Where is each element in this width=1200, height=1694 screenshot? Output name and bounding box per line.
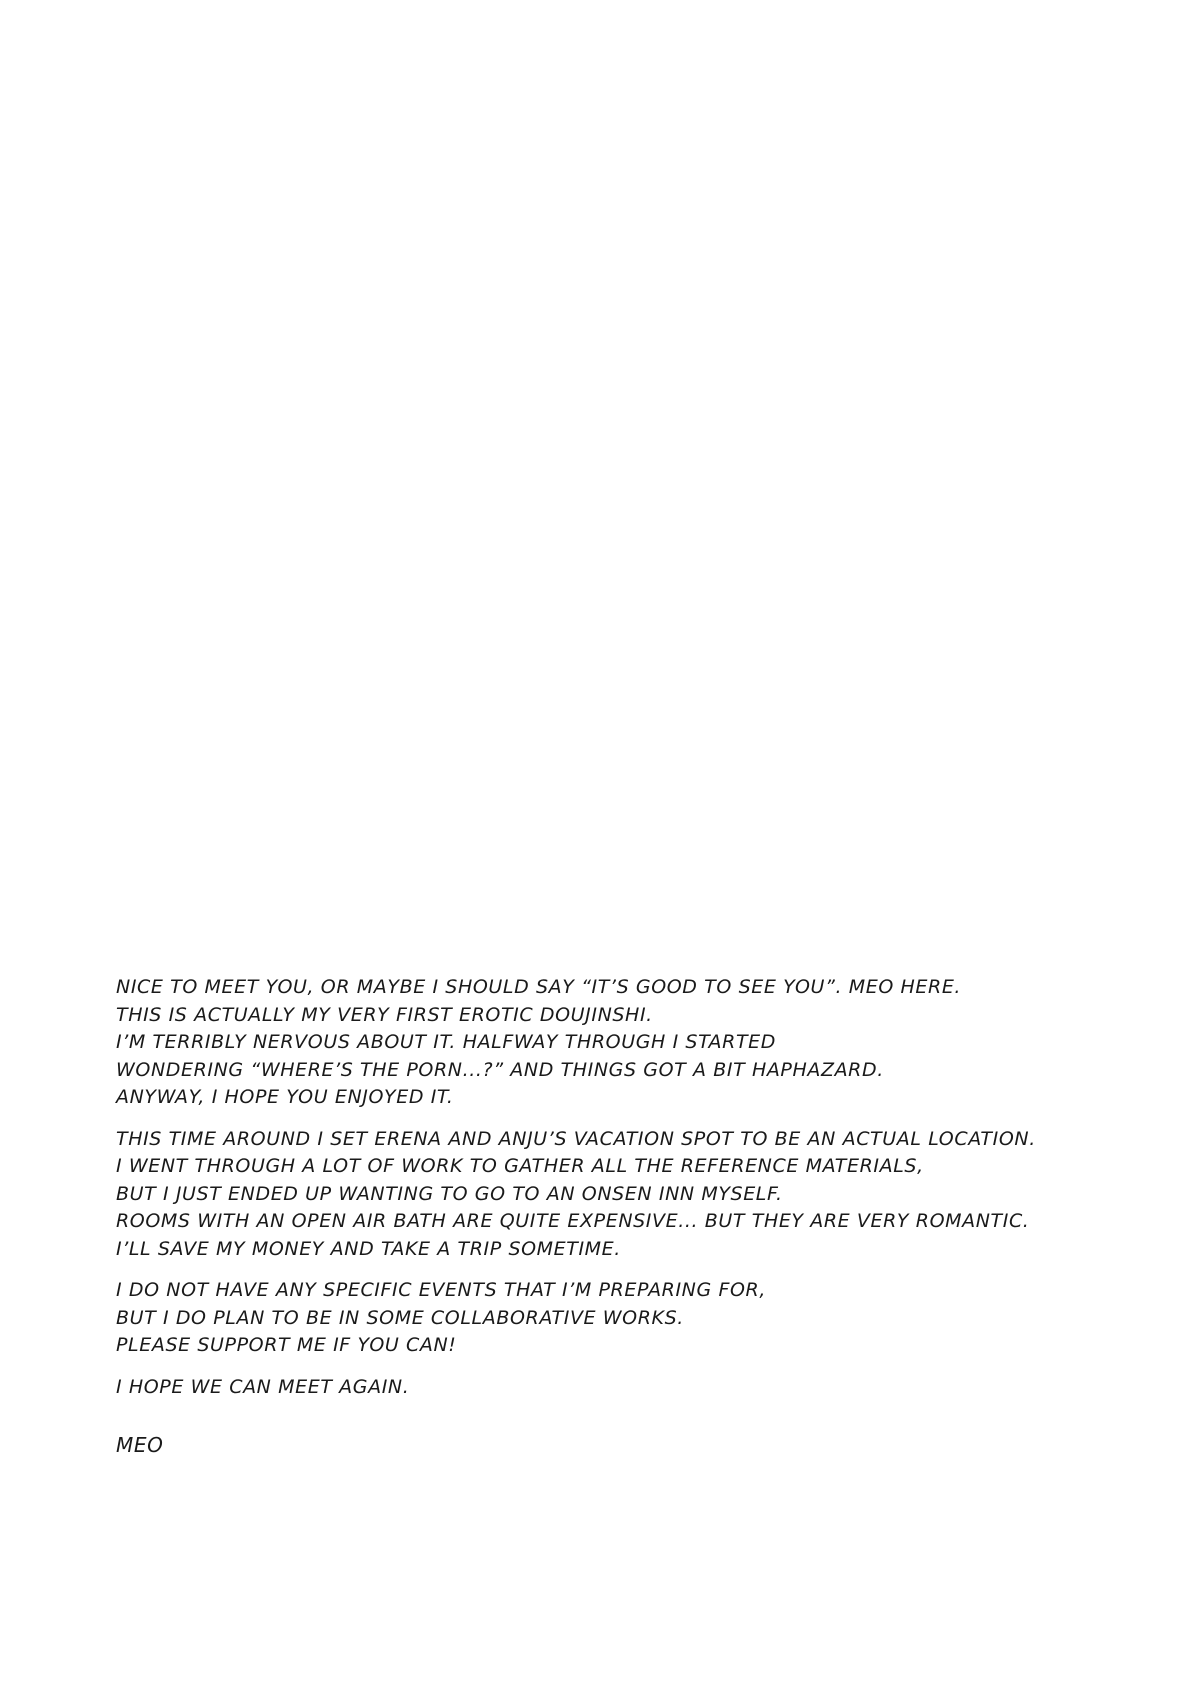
text-line: ANYWAY, I HOPE YOU ENJOYED IT.: [116, 1086, 454, 1108]
text-line: PLEASE SUPPORT ME IF YOU CAN!: [116, 1334, 457, 1356]
text-line: BUT I JUST ENDED UP WANTING TO GO TO AN ONSEN INN MYSELF.: [116, 1182, 783, 1205]
afterword-text: [116, 974, 1116, 1415]
paragraph-1: [116, 974, 1116, 1112]
text-line: I’LL SAVE MY MONEY AND TAKE A TRIP SOMETIME.: [116, 1237, 621, 1260]
text-line: THIS TIME AROUND I SET ERENA AND ANJU’S VACATION SPOT TO BE AN ACTUAL LOCATION.: [116, 1127, 1036, 1150]
paragraph-2: [116, 1126, 1116, 1264]
text-line: ROOMS WITH AN OPEN AIR BATH ARE QUITE EXPENSIVE... BUT THEY ARE VERY ROMANTIC.: [116, 1210, 1030, 1232]
text-line: THIS IS ACTUALLY MY VERY FIRST EROTIC DOUJINSHI.: [116, 1003, 653, 1026]
text-line: I’M TERRIBLY NERVOUS ABOUT IT. HALFWAY THROUGH I STARTED: [116, 1031, 776, 1053]
author-signature: MEO: [116, 1433, 164, 1457]
text-line: NICE TO MEET YOU, OR MAYBE I SHOULD SAY “IT’S GOOD TO SEE YOU”. MEO HERE.: [116, 976, 962, 998]
text-line: I HOPE WE CAN MEET AGAIN.: [116, 1375, 410, 1398]
paragraph-4: [116, 1374, 1116, 1402]
paragraph-3: [116, 1277, 1116, 1360]
text-line: WONDERING “WHERE’S THE PORN...?” AND THINGS GOT A BIT HAPHAZARD.: [116, 1058, 884, 1081]
text-line: BUT I DO PLAN TO BE IN SOME COLLABORATIVE WORKS.: [116, 1306, 684, 1329]
text-line: I WENT THROUGH A LOT OF WORK TO GATHER ALL THE REFERENCE MATERIALS,: [116, 1155, 924, 1177]
text-line: I DO NOT HAVE ANY SPECIFIC EVENTS THAT I’M PREPARING FOR,: [116, 1279, 766, 1301]
